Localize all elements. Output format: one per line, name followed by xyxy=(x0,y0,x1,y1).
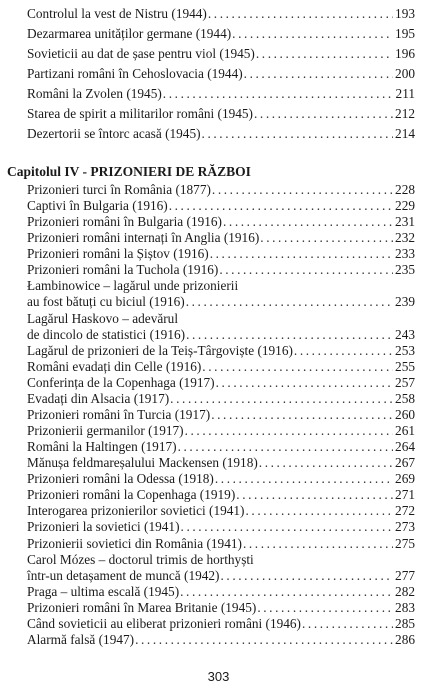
toc-entry-page: 243 xyxy=(395,326,415,342)
toc-entry-title: Prizonierii sovietici din România (1941) xyxy=(27,535,242,551)
toc-entry xyxy=(27,278,415,310)
toc-entry xyxy=(27,104,415,124)
toc-entry-title: Prizonieri la sovietici (1941) xyxy=(27,519,180,535)
dot-leader xyxy=(302,616,393,632)
toc-entry-title: Praga – ultima escală (1945) xyxy=(27,583,180,599)
toc-entry-page: 272 xyxy=(395,503,415,519)
toc-entry-title: Prizonieri români la Odessa (1918) xyxy=(27,471,214,487)
toc-entry-title-line1: Carol Mózes – doctorul trimis de horthyști xyxy=(27,551,254,567)
toc-entry-title: Sovieticii au dat de șase pentru viol (1945) xyxy=(27,46,255,61)
dot-leader xyxy=(135,632,393,648)
dot-leader xyxy=(212,182,393,198)
toc-entry-page: 283 xyxy=(395,599,415,615)
toc-entry-page: 212 xyxy=(395,106,415,121)
dot-leader xyxy=(260,230,393,246)
toc-entry xyxy=(27,632,415,648)
dot-leader xyxy=(202,359,393,375)
toc-entry xyxy=(27,311,415,343)
toc-entry-title: Captivi în Bulgaria (1916) xyxy=(27,198,168,214)
dot-leader xyxy=(244,64,393,84)
toc-entry-page: 282 xyxy=(395,583,415,599)
toc-entry-page: 228 xyxy=(395,182,415,197)
toc-entry-page: 229 xyxy=(395,198,415,214)
toc-entry-title: Starea de spirit a militarilor români (1945) xyxy=(27,106,253,121)
toc-entry-title: într-un detașament de muncă (1942) xyxy=(27,567,220,583)
toc-entry-title: Prizonieri români la Tuchola (1916) xyxy=(27,262,219,278)
toc-entry-title: Prizonieri români în Marea Britanie (1945) xyxy=(27,599,257,615)
toc-entry-title: Români evadați din Celle (1916) xyxy=(27,358,202,374)
toc-entry-title-line1: Łambinowice – lagărul unde prizonierii xyxy=(27,278,239,294)
toc-entry xyxy=(27,64,415,84)
toc-entry-page: 195 xyxy=(395,26,415,41)
toc-entry xyxy=(27,487,415,503)
toc-entry-page: 264 xyxy=(395,439,415,455)
toc-entry xyxy=(27,359,415,375)
dot-leader xyxy=(259,455,393,471)
toc-entry-title: Când sovieticii au eliberat prizonieri români (1946) xyxy=(27,615,301,631)
toc-entry-page: 257 xyxy=(395,374,415,390)
toc-entry xyxy=(27,519,415,535)
toc-entry-title: Dezertorii se întorc acasă (1945) xyxy=(27,126,201,141)
toc-entry-page: 258 xyxy=(395,390,415,406)
toc-entry-page: 231 xyxy=(395,214,415,230)
toc-entry xyxy=(27,471,415,487)
dot-leader xyxy=(202,124,393,144)
toc-entry-title: Partizani români în Cehoslovacia (1944) xyxy=(27,66,243,81)
toc-entry-title: au fost bătuți cu biciul (1916) xyxy=(27,294,185,310)
toc-entry-page: 267 xyxy=(395,455,415,471)
toc-entry-title: Dezarmarea unităților germane (1944) xyxy=(27,26,232,41)
toc-entry-title: Prizonieri români în Bulgaria (1916) xyxy=(27,214,222,230)
toc-entry-title: Mănușa feldmareșalului Mackensen (1918) xyxy=(27,455,258,471)
toc-entry-page: 273 xyxy=(395,519,415,535)
toc-entry xyxy=(27,616,415,632)
dot-leader xyxy=(220,568,393,584)
chapter-heading: Capitolul IV - PRIZONIERI DE RĂZBOI xyxy=(7,164,251,179)
toc-entry-page: 193 xyxy=(395,6,415,21)
toc-entry-page: 261 xyxy=(395,423,415,439)
dot-leader xyxy=(216,375,393,391)
toc-entry-title: Alarmă falsă (1947) xyxy=(27,631,135,647)
toc-entry xyxy=(27,423,415,439)
toc-entry-page: 285 xyxy=(395,615,415,631)
toc-entry xyxy=(27,4,415,24)
dot-leader xyxy=(232,24,393,44)
dot-leader xyxy=(170,391,393,407)
toc-entry xyxy=(27,124,415,144)
toc-entry-title: Prizonierii germanilor (1917) xyxy=(27,423,184,439)
toc-entry-page: 260 xyxy=(395,406,415,422)
toc-entry-page: 286 xyxy=(395,631,415,647)
toc-entry xyxy=(27,375,415,391)
toc-entry xyxy=(27,262,415,278)
toc-entry-title: Români la Zvolen (1945) xyxy=(27,86,162,101)
toc-entry-title: Interogarea prizonierilor sovietici (1941) xyxy=(27,503,245,519)
dot-leader xyxy=(211,407,393,423)
toc-entry-page: 211 xyxy=(395,86,415,101)
toc-entry xyxy=(27,214,415,230)
toc-entry-page: 277 xyxy=(395,567,415,583)
toc-entry-page: 239 xyxy=(395,294,415,310)
toc-entry-page: 235 xyxy=(395,262,415,278)
dot-leader xyxy=(210,246,393,262)
toc-entry xyxy=(27,182,415,198)
dot-leader xyxy=(169,198,393,214)
toc-entry-title: Prizonieri turci în România (1877) xyxy=(27,182,211,197)
dot-leader xyxy=(257,600,393,616)
toc-entry xyxy=(27,343,415,359)
toc-entry-title: Evadați din Alsacia (1917) xyxy=(27,390,170,406)
toc-entry-title: Prizonieri români internați în Anglia (1916) xyxy=(27,230,260,246)
toc-entry-title: Conferința de la Copenhaga (1917) xyxy=(27,374,215,390)
toc-entry-page: 271 xyxy=(395,487,415,503)
dot-leader xyxy=(186,327,393,343)
dot-leader xyxy=(185,423,393,439)
toc-entry xyxy=(27,84,415,104)
dot-leader xyxy=(208,4,393,24)
toc-entry xyxy=(27,600,415,616)
toc-entry xyxy=(27,439,415,455)
toc-entry xyxy=(27,230,415,246)
toc-entry-page: 255 xyxy=(395,358,415,374)
toc-entry-title: Controlul la vest de Nistru (1944) xyxy=(27,6,207,21)
dot-leader xyxy=(178,439,393,455)
dot-leader xyxy=(236,487,393,503)
toc-entry xyxy=(27,246,415,262)
dot-leader xyxy=(215,471,393,487)
toc-entry-page: 232 xyxy=(395,230,415,246)
page-number: 303 xyxy=(207,669,230,684)
dot-leader xyxy=(163,84,393,104)
dot-leader xyxy=(294,343,393,359)
dot-leader xyxy=(223,214,393,230)
toc-entry xyxy=(27,584,415,600)
toc-entry-title: Prizonieri români la Copenhaga (1919) xyxy=(27,487,236,503)
toc-entry-title: Prizonieri români în Turcia (1917) xyxy=(27,406,211,422)
toc-entry-title: Români la Haltingen (1917) xyxy=(27,439,177,455)
toc-entry xyxy=(27,407,415,423)
toc-entry xyxy=(27,536,415,552)
dot-leader xyxy=(243,536,393,552)
dot-leader xyxy=(180,584,393,600)
toc-entry xyxy=(27,24,415,44)
toc-entry xyxy=(27,552,415,584)
toc-entry-page: 253 xyxy=(395,342,415,358)
toc-entry-page: 214 xyxy=(395,126,415,141)
dot-leader xyxy=(254,104,393,124)
toc-entry xyxy=(27,44,415,64)
toc-entry-title: de dincolo de statistici (1916) xyxy=(27,326,186,342)
dot-leader xyxy=(219,262,393,278)
toc-entry-title: Prizonieri români la Șiștov (1916) xyxy=(27,246,209,262)
toc-entry-page: 233 xyxy=(395,246,415,262)
toc-entry-title-line1: Lagărul Haskovo – adevărul xyxy=(27,310,179,326)
toc-entry xyxy=(27,503,415,519)
toc-entry xyxy=(27,455,415,471)
dot-leader xyxy=(186,294,393,310)
toc-entry-title: Lagărul de prizonieri de la Teiș-Târgoviște (1916) xyxy=(27,342,293,358)
toc-entry xyxy=(27,198,415,214)
toc-entry-page: 275 xyxy=(395,535,415,551)
dot-leader xyxy=(256,44,393,64)
toc-entry-page: 200 xyxy=(395,66,415,81)
toc-entry-page: 196 xyxy=(395,46,415,61)
dot-leader xyxy=(181,519,393,535)
toc-entry xyxy=(27,391,415,407)
dot-leader xyxy=(245,503,393,519)
toc-entry-page: 269 xyxy=(395,471,415,487)
